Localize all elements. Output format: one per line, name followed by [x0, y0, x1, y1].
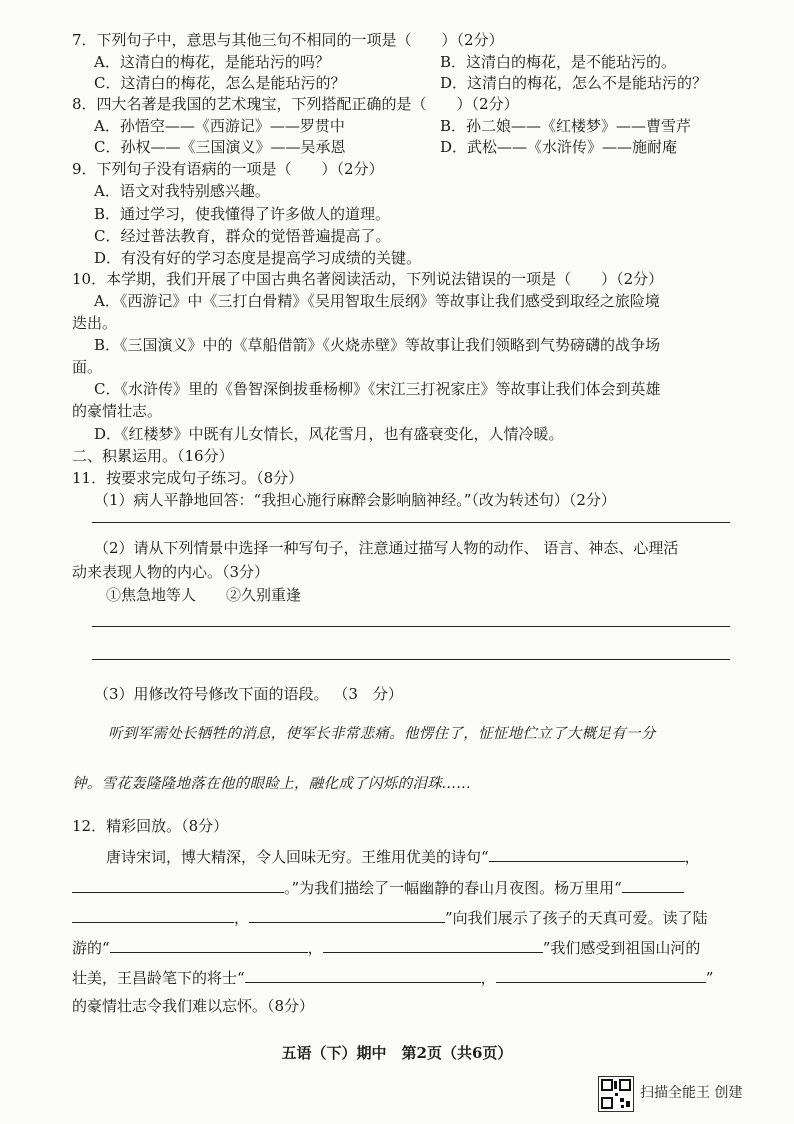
q10-option-c-cont: 的豪情壮志。 — [72, 402, 163, 420]
q12-blank-8[interactable] — [496, 966, 706, 983]
q10-stem: 10．本学期，我们开展了中国古典名著阅读活动，下列说法错误的一项是（ ）（2分） — [72, 270, 664, 288]
q12-blank-3-cont[interactable] — [72, 906, 234, 923]
q10-option-d: D．《红楼梦》中既有儿女情长，风花雪月，也有盛衰变化，人情冷暖。 — [94, 425, 564, 443]
q12-line3 — [72, 906, 708, 928]
q12-line1-text: 唐诗宋词，博大精深，令人回味无穷。王维用优美的诗句“ — [106, 848, 489, 866]
q12-line5-end: ” — [705, 969, 714, 987]
q12-line4-text: 游的“ — [72, 939, 110, 957]
q9-option-d: D．有没有好的学习态度是提高学习成绩的关键。 — [94, 249, 422, 267]
q12-line5-text: 壮美，王昌龄笔下的将士“ — [72, 969, 245, 987]
q11-part1-answer-line[interactable] — [92, 522, 730, 523]
scanner-watermark-label: 扫描全能王 创建 — [640, 1085, 743, 1101]
q8-option-d: D．武松——《水浒传》——施耐庵 — [440, 138, 678, 156]
q8-stem: 8．四大名著是我国的艺术瑰宝，下列搭配正确的是（ ）（2分） — [72, 95, 519, 113]
q12-line2 — [72, 876, 684, 898]
q12-line1 — [106, 845, 700, 867]
q7-option-c: C．这清白的梅花，怎么是能玷污的？ — [94, 74, 346, 92]
q11-stem: 11．按要求完成句子练习。（8分） — [72, 469, 304, 487]
q8-option-c: C．孙权——《三国演义》——吴承恩 — [94, 138, 346, 156]
q9-stem: 9．下列句子没有语病的一项是（ ）（2分） — [72, 160, 384, 178]
q12-blank-3[interactable] — [622, 876, 684, 893]
q11-part1: （1）病人平静地回答：“我担心施行麻醉会影响脑神经。”（改为转述句）（2分） — [94, 491, 616, 509]
q11-part3: （3）用修改符号修改下面的语段。 （3 分） — [94, 685, 403, 703]
q8-option-a: A．孙悟空——《西游记》——罗贯中 — [94, 117, 345, 135]
q12-line3-text: ”向我们展示了孩子的天真可爱。读了陆 — [445, 909, 708, 927]
page-footer: 五语（下）期中 第2页（共6页） — [281, 1044, 513, 1062]
q9-option-b: B．通过学习，使我懂得了许多做人的道理。 — [94, 205, 391, 223]
q12-blank-7[interactable] — [245, 966, 481, 983]
q11-part3-passage-line1: 听到军需处长牺牲的消息，使军长非常悲痛。他愣住了，怔怔地伫立了大概足有一分 — [108, 726, 656, 742]
q11-part2-line2: 动来表现人物的内心。（3分） — [72, 563, 270, 581]
q10-option-b: B．《三国演义》中的《草船借箭》《火烧赤壁》等故事让我们领略到气势磅礴的战争场 — [94, 336, 661, 354]
q12-blank-4[interactable] — [249, 906, 445, 923]
q10-option-a-cont: 迭出。 — [72, 314, 118, 332]
q12-line6: 的豪情壮志令我们难以忘怀。（8分） — [72, 997, 315, 1015]
q12-blank-5[interactable] — [110, 936, 308, 953]
q11-part2-answer-line-2[interactable] — [92, 659, 730, 660]
q7-option-b: B．这清白的梅花，是不能玷污的。 — [440, 53, 677, 71]
q8-option-b: B．孙二娘——《红楼梦》——曹雪芹 — [440, 117, 692, 135]
q11-part2-answer-line-1[interactable] — [92, 626, 730, 627]
q12-line5 — [72, 966, 713, 988]
q12-stem: 12．精彩回放。（8分） — [72, 817, 229, 835]
q12-line4 — [72, 936, 700, 958]
q12-line3-comma: ， — [234, 909, 250, 927]
q9-option-c: C．经过普法教育，群众的觉悟普遍提高了。 — [94, 227, 391, 245]
q9-option-a: A．语文对我特别感兴趣。 — [94, 182, 270, 200]
q12-line5-comma: ， — [480, 969, 496, 987]
qr-code-icon — [598, 1076, 634, 1112]
q12-blank-2[interactable] — [72, 876, 284, 893]
q10-option-b-cont: 面。 — [72, 358, 103, 376]
q7-option-a: A．这清白的梅花，是能玷污的吗？ — [94, 53, 330, 71]
q7-stem: 7．下列句子中，意思与其他三句不相同的一项是（ ）（2分） — [72, 31, 504, 49]
q12-blank-1[interactable] — [489, 845, 685, 862]
q11-part2-line1: （2）请从下列情景中选择一种写句子，注意通过描写人物的动作、 语言、神态、心理活 — [94, 539, 679, 557]
q10-option-a: A．《西游记》中《三打白骨精》《吴用智取生辰纲》等故事让我们感受到取经之旅险境 — [94, 292, 660, 310]
q12-blank-6[interactable] — [323, 936, 543, 953]
section-2-heading: 二、积累运用。（16分） — [72, 447, 234, 465]
q10-option-c: C．《水浒传》里的《鲁智深倒拔垂杨柳》《宋江三打祝家庄》等故事让我们体会到英雄 — [94, 380, 661, 398]
q12-line4-comma: ， — [307, 939, 323, 957]
q7-option-d: D．这清白的梅花，怎么不是能玷污的？ — [440, 74, 708, 92]
q12-line4-end: ”我们感受到祖国山河的 — [542, 939, 701, 957]
q11-part3-passage-line2: 钟。雪花轰隆隆地落在他的眼睑上，融化成了闪烁的泪珠…… — [72, 776, 472, 792]
q12-line2-text: 。”为我们描绘了一幅幽静的春山月夜图。杨万里用“ — [284, 879, 622, 897]
q11-part2-choices: ①焦急地等人 ②久别重逢 — [106, 586, 302, 604]
q12-line1-comma: ， — [684, 848, 700, 866]
